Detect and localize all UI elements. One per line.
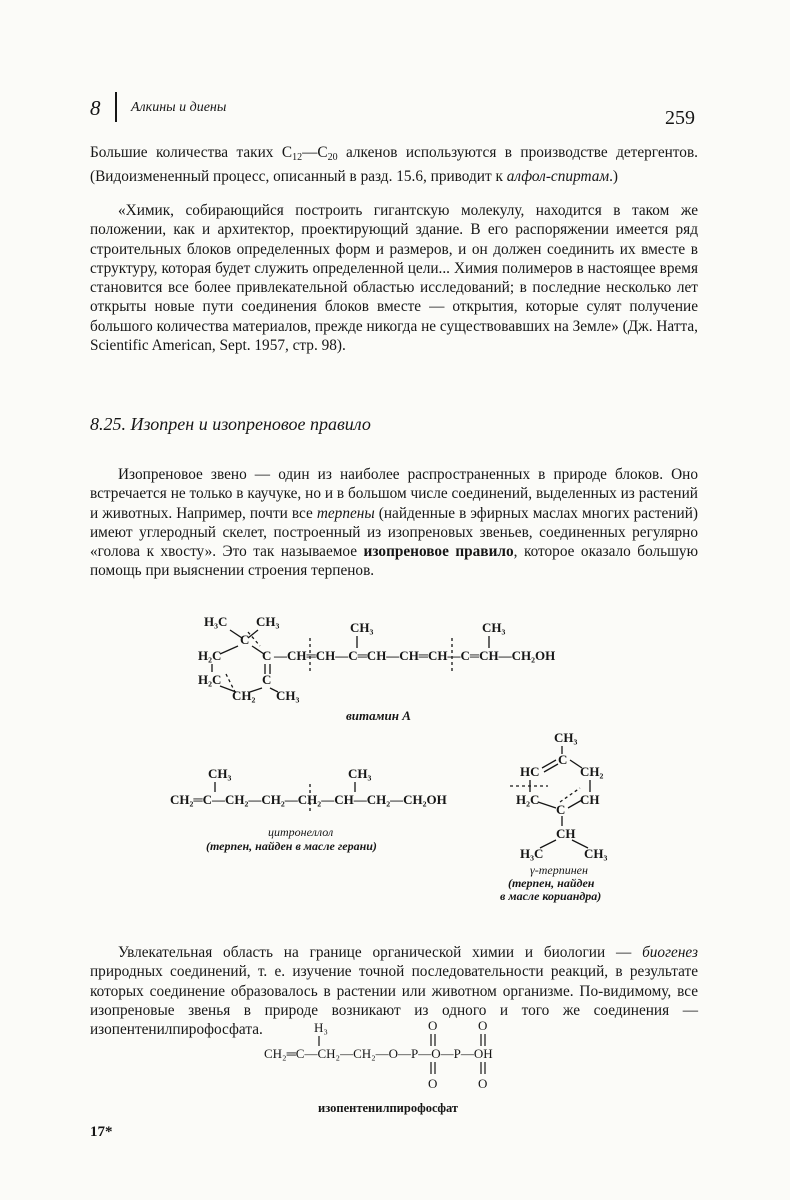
svg-text:CH₃: CH₃ [482,620,506,635]
header-divider [115,92,117,122]
chapter-number: 8 [90,96,101,120]
paragraph-isoprene: Изопреновое звено — один из наиболее распространенных в природе блоков. Оно встречается не только в каучуке, но и в большом числе соединений, выделенных из растений и животных. Например, почти все терпены (найденные в эфирных маслах многих растений) имеют углеродный скелет, построенный из изопреновых звеньев, соединенных регулярно «голова к хвосту». Это так называемое изопреновое правило, которое оказало большую помощь при выяснении строения терпенов. [90,466,699,580]
svg-text:H₂C: H₂C [516,792,540,807]
pyrophosphate-caption: изопентенилпирофосфат [318,1101,459,1115]
svg-text:CH₃: CH₃ [276,688,300,703]
svg-text:C: C [558,752,568,767]
natta-quote: «Химик, собирающийся построить гигантскую молекулу, находится в таком же положении, как и архитектор, проектирующий здание. В его распоряжении имеется ряд строительных блоков определенных форм и размеров, и он должен соединить их вместе в структуру, которая будет служить определенной цели... Химия полимеров в настоящее время становится все более привлекательной областью исследований; в последние несколько лет открыты новые пути соединения блоков вместе — открытия, которые сулят получение большого количества материалов, прежде никогда не существовавших на Земле» (Дж. Натта, Scientific American, Sept. 1957, стр. 98). [90,202,698,355]
citronellol-subcaption: (терпен, найден в масле герани) [206,839,377,853]
svg-text:CH₂═C—CH₂—CH₂—O—P—O—P—OH: CH₂═C—CH₂—CH₂—O—P—O—P—OH [264,1046,493,1061]
vitamin-a-caption: витамин A [346,708,411,723]
running-title: Алкины и диены [131,100,227,115]
svg-text:H₃C: H₃C [204,614,228,629]
svg-text:O: O [478,1076,488,1091]
svg-text:CH₂: CH₂ [232,688,256,703]
svg-text:CH₂: CH₂ [580,764,604,779]
terpinene-caption: γ-терпинен [530,863,588,877]
paragraph-biogenesis: Увлекательная область на границе органической химии и биологии — биогенез природных соединений, т. е. изучение точной последовательности реакций, в результате которых соединение образовалось в растении или животном организме. По-видимому, все изопреновые звенья в природе возникают из одного и того же соединения — изопентенилпирофосфата. [90,944,698,1039]
svg-text:в масле кориандра): в масле кориандра) [500,889,602,903]
svg-text:H₂C: H₂C [198,672,222,687]
printer-signature: 17* [90,1124,113,1140]
pyrophosphate-structure [262,1018,542,1118]
paragraph-detergents: Большие количества таких $C_{12}—C_{20}$ алкенов используются в производстве детергентов. (Видоизмененный процесс, описанный в разд. 15.6, приводит к алфол-спиртам.) [90,144,698,186]
svg-text:O: O [478,1018,488,1033]
svg-text:CH₃: CH₃ [350,620,374,635]
citronellol-structure [168,764,488,854]
svg-text:C: C [262,648,272,663]
svg-text:CH₃: CH₃ [348,766,372,781]
svg-text:CH₂═C—CH₂—CH₂—CH₂—CH—CH₂—CH₂OH: CH₂═C—CH₂—CH₂—CH₂—CH—CH₂—CH₂OH [170,792,447,807]
svg-text:—CH═CH—C═CH—CH═CH—C═CH—CH₂OH: —CH═CH—C═CH—CH═CH—C═CH—CH₂OH [274,648,556,663]
svg-text:CH₃: CH₃ [554,730,578,745]
citronellol-caption: цитронеллол [268,825,334,839]
svg-text:HC: HC [520,764,540,779]
terpinene-structure [500,724,660,924]
svg-text:CH: CH [556,826,576,841]
svg-text:H₃C: H₃C [520,846,544,861]
page-number: 259 [665,107,695,129]
vitamin-a-structure [190,608,590,726]
svg-text:CH₃: CH₃ [256,614,280,629]
section-heading: 8.25. Изопрен и изопреновое правило [90,414,371,434]
svg-text:C: C [556,802,566,817]
svg-text:CH₃: CH₃ [584,846,608,861]
svg-text:CH₃: CH₃ [208,766,232,781]
svg-text:H₃: H₃ [314,1020,328,1035]
svg-text:O: O [428,1018,438,1033]
svg-text:O: O [428,1076,438,1091]
svg-text:H₂C: H₂C [198,648,222,663]
svg-text:C: C [240,632,250,647]
svg-text:(терпен, найден: (терпен, найден [508,876,595,890]
svg-text:C: C [262,672,272,687]
svg-text:CH: CH [580,792,600,807]
